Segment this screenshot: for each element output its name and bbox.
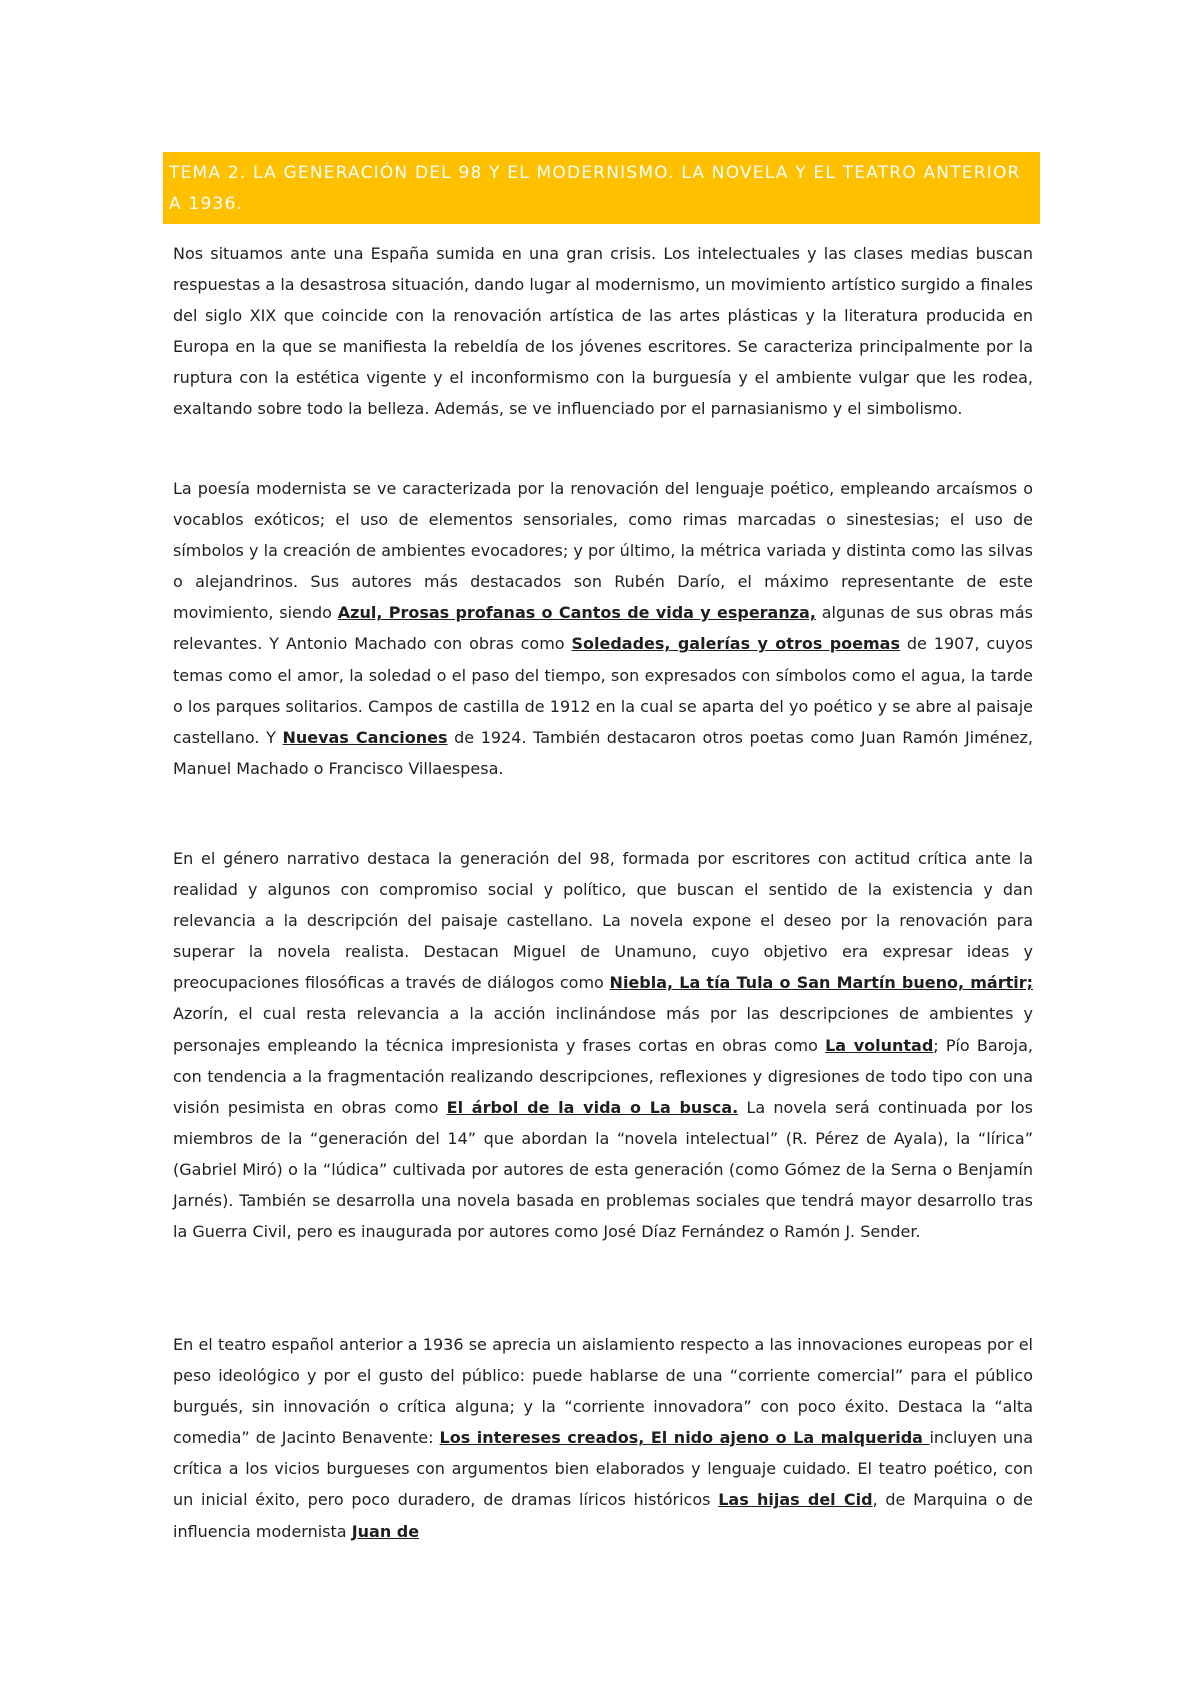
text-run: de 1907, cuyos temas como el amor, la soledad o el paso del tiempo, son expresados con símbolos como el agua, la tarde o los parques solitarios. Campos de castilla de 1912 en la cual se aparta del yo poético y se abre al paisaje castellano. Y [173, 634, 1034, 747]
text-run: Azorín, el cual resta relevancia a la acción inclinándose más por las descripciones de ambientes y personajes empleando la técnica impresionista y frases cortas en obras como [173, 1004, 1033, 1055]
work-title: El árbol de la vida o La busca. [446, 1097, 739, 1117]
paragraph-poesia-modernista [173, 473, 1033, 784]
work-title: La voluntad [825, 1035, 934, 1055]
work-title: Azul, Prosas profanas o Cantos de vida y esperanza, [337, 603, 816, 623]
text-run: de 1924. También destacaron otros poetas como Juan Ramón Jiménez, Manuel Machado o Francisco Villaespesa. [173, 727, 1034, 778]
work-title: Juan de [351, 1521, 420, 1541]
paragraph-genero-narrativo [173, 843, 1033, 1247]
text-run: , de Marquina o de influencia modernista [173, 1490, 1033, 1541]
paragraph-teatro [173, 1329, 1033, 1547]
text-run: algunas de sus obras más relevantes. Y Antonio Machado con obras como [173, 603, 1033, 654]
paragraph-modernismo-intro [173, 238, 1033, 425]
text-run: La poesía modernista se ve caracterizada por la renovación del lenguaje poético, empleando arcaísmos o vocablos exóticos; el uso de elementos sensoriales, como rimas marcadas o sinestesias; el uso de símbolos y la creación de ambientes evocadores; y por último, la métrica variada y distinta como las silvas o alejandrinos. Sus autores más destacados son Rubén Darío, el máximo representante de este movimiento, siendo [173, 479, 1033, 623]
work-title: Niebla, La tía Tula o San Martín bueno, mártir; [609, 973, 1034, 993]
text-run: ; Pío Baroja, con tendencia a la fragmentación realizando descripciones, reflexiones y digresiones de todo tipo con una visión pesimista en obras como [173, 1035, 1034, 1117]
work-title: Nuevas Canciones [282, 727, 448, 747]
text-run: La novela será continuada por los miembros de la “generación del 14” que abordan la “novela intelectual” (R. Pérez de Ayala), la “lírica” (Gabriel Miró) o la “lúdica” cultivada por autores de esta generación (como Gómez de la Serna o Benjamín Jarnés). También se desarrolla una novela basada en problemas sociales que tendrá mayor desarrollo tras la Guerra Civil, pero es inaugurada por autores como José Díaz Fernández o Ramón J. Sender. [173, 1097, 1034, 1242]
text-run: En el teatro español anterior a 1936 se aprecia un aislamiento respecto a las innovaciones europeas por el peso ideológico y por el gusto del público: puede hablarse de una “corriente comercial” para el público burgués, sin innovación o crítica alguna; y la “corriente innovadora” con poco éxito. Destaca la “alta comedia” de Jacinto Benavente: [173, 1335, 1033, 1448]
work-title: Los intereses creados, El nido ajeno o La malquerida [439, 1428, 930, 1448]
heading-title: TEMA 2. LA GENERACIÓN DEL 98 Y EL MODERNISMO. LA NOVELA Y EL TEATRO ANTERIOR A 1936. [169, 163, 1021, 214]
text-run: En el género narrativo destaca la generación del 98, formada por escritores con actitud crítica ante la realidad y algunos con compromiso social y político, que buscan el sentido de la existencia y dan relevancia a la descripción del paisaje castellano. La novela expone el deseo por la renovación para superar la novela realista. Destacan Miguel de Unamuno, cuyo objetivo era expresar ideas y preocupaciones filosóficas a través de diálogos como [173, 849, 1033, 993]
work-title: Las hijas del Cid [718, 1490, 873, 1510]
text-run: Nos situamos ante una España sumida en una gran crisis. Los intelectuales y las clases medias buscan respuestas a la desastrosa situación, dando lugar al modernismo, un movimiento artístico surgido a finales del siglo XIX que coincide con la renovación artística de las artes plásticas y la literatura producida en Europa en la que se manifiesta la rebeldía de los jóvenes escritores. Se caracteriza principalmente por la ruptura con la estética vigente y el inconformismo con la burguesía y el ambiente vulgar que les rodea, exaltando sobre todo la belleza. Además, se ve influenciado por el parnasianismo y el simbolismo. [173, 244, 1033, 419]
work-title: Soledades, galerías y otros poemas [571, 634, 901, 654]
text-run: incluyen una crítica a los vicios burgueses con argumentos bien elaborados y lenguaje cuidado. El teatro poético, con un inicial éxito, pero poco duradero, de dramas líricos históricos [173, 1428, 1034, 1510]
